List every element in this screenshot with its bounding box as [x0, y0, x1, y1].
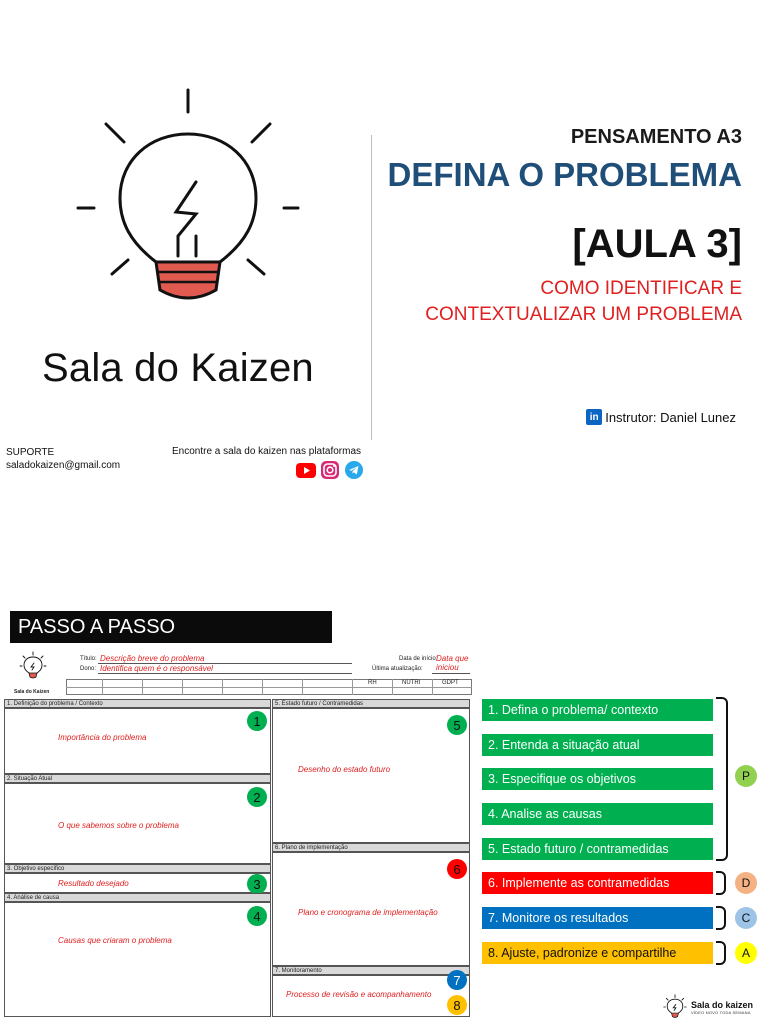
section-1-hint: Importância do problema — [58, 733, 147, 742]
bracket-c — [716, 906, 726, 930]
section-banner: PASSO A PASSO — [10, 611, 332, 643]
series-title: PENSAMENTO A3 — [570, 126, 742, 148]
step-number-5: 5 — [447, 715, 467, 735]
subtitle-line-1: COMO IDENTIFICAR E — [540, 278, 742, 299]
phase-c: C — [735, 907, 757, 929]
phase-p: P — [735, 765, 757, 787]
step-3: 3. Especifique os objetivos — [482, 768, 713, 790]
lightbulb-logo-icon — [72, 86, 308, 322]
section-5-box[interactable] — [272, 708, 470, 843]
a3-form — [2, 649, 472, 1019]
section-5-header: 5. Estado futuro / Contramedidas — [272, 699, 470, 708]
vertical-divider — [371, 135, 372, 440]
grid-col — [352, 679, 353, 695]
step-8: 8. Ajuste, padronize e compartilhe — [482, 942, 713, 964]
youtube-icon[interactable] — [296, 460, 316, 480]
section-3-hint: Resultado desejado — [58, 879, 129, 888]
dono-value[interactable]: Identifica quem é o responsável — [100, 664, 213, 673]
platform-icons — [296, 460, 364, 480]
titulo-label: Título: — [80, 656, 97, 662]
instructor-name: Instrutor: Daniel Lunez — [605, 409, 736, 425]
brand-name: Sala do Kaizen — [42, 346, 314, 390]
section-3-box[interactable] — [4, 873, 271, 893]
step-number-3: 3 — [247, 874, 267, 894]
titulo-value[interactable]: Descrição breve do problema — [100, 654, 205, 663]
section-6-hint: Plano e cronograma de implementação — [298, 908, 438, 917]
support-email[interactable]: saladokaizen@gmail.com — [6, 460, 121, 471]
section-1-header: 1. Definição do problema / Contexto — [4, 699, 271, 708]
bracket-a — [716, 941, 726, 965]
bracket-p — [716, 697, 728, 861]
platforms-text: Encontre a sala do kaizen nas plataformas — [172, 446, 361, 457]
support-info — [6, 446, 120, 472]
instructor — [586, 409, 736, 425]
step-number-6: 6 — [447, 859, 467, 879]
footer-text — [691, 1000, 753, 1015]
dono-underline — [98, 673, 352, 674]
section-5-hint: Desenho do estado futuro — [298, 765, 391, 774]
section-7-header: 7. Monitoramento — [272, 966, 470, 975]
linkedin-icon[interactable]: in — [586, 409, 602, 425]
grid-col — [432, 679, 433, 695]
step-5: 5. Estado futuro / contramedidas — [482, 838, 713, 860]
section-2-header: 2. Situação Atual — [4, 774, 271, 783]
support-label: SUPORTE — [6, 447, 55, 458]
section-4-box[interactable] — [4, 902, 271, 1017]
grid-col — [302, 679, 303, 695]
step-number-8: 8 — [447, 995, 467, 1015]
step-number-4: 4 — [247, 906, 267, 926]
section-2-hint: O que sabemos sobre o problema — [58, 821, 179, 830]
grid-col — [262, 679, 263, 695]
step-number-1: 1 — [247, 711, 267, 731]
grid-col — [392, 679, 393, 695]
step-2: 2. Entenda a situação atual — [482, 734, 713, 756]
form-logo-icon — [18, 651, 48, 681]
step-number-2: 2 — [247, 787, 267, 807]
data-inicio-value[interactable]: Data que iniciou — [436, 654, 469, 672]
phase-d: D — [735, 872, 757, 894]
subtitle — [425, 276, 742, 328]
lesson-label: [AULA 3] — [572, 222, 742, 266]
footer-logo — [662, 994, 753, 1020]
step-6: 6. Implemente as contramedidas — [482, 872, 713, 894]
form-logo-name: Sala do Kaizen — [14, 689, 50, 695]
col-header-gdpt: GDPT — [442, 680, 459, 686]
section-7-hint: Processo de revisão e acompanhamento — [286, 990, 432, 999]
section-3-header: 3. Objetivo específico — [4, 864, 271, 873]
col-header-rh: RH — [368, 680, 377, 686]
header-grid-line — [66, 687, 472, 688]
page-title: DEFINA O PROBLEMA — [387, 156, 742, 193]
grid-col — [142, 679, 143, 695]
step-7: 7. Monitore os resultados — [482, 907, 713, 929]
step-1: 1. Defina o problema/ contexto — [482, 699, 713, 721]
grid-col — [222, 679, 223, 695]
col-header-nutri: NUTRI — [402, 680, 421, 686]
grid-col — [182, 679, 183, 695]
data-inicio-label: Data de início: — [399, 656, 438, 662]
subtitle-line-2: CONTEXTUALIZAR UM PROBLEMA — [425, 304, 742, 325]
section-6-header: 6. Plano de implementação — [272, 843, 470, 852]
bracket-d — [716, 871, 726, 895]
phase-a: A — [735, 942, 757, 964]
section-4-header: 4. Análise de causa — [4, 893, 271, 902]
ultima-underline — [432, 673, 470, 674]
dono-label: Dono: — [80, 666, 97, 672]
footer-brand: Sala do kaizen — [691, 999, 754, 1010]
ultima-atualizacao-label: Última atualização: — [372, 666, 423, 672]
instagram-icon[interactable] — [320, 460, 340, 480]
section-4-hint: Causas que criaram o problema — [58, 936, 172, 945]
step-4: 4. Analise as causas — [482, 803, 713, 825]
step-number-7: 7 — [447, 970, 467, 990]
footer-bulb-icon — [662, 994, 688, 1020]
telegram-icon[interactable] — [344, 460, 364, 480]
grid-col — [102, 679, 103, 695]
footer-tagline: VÍDEO NOVO TODA SEMANA — [691, 1009, 751, 1015]
